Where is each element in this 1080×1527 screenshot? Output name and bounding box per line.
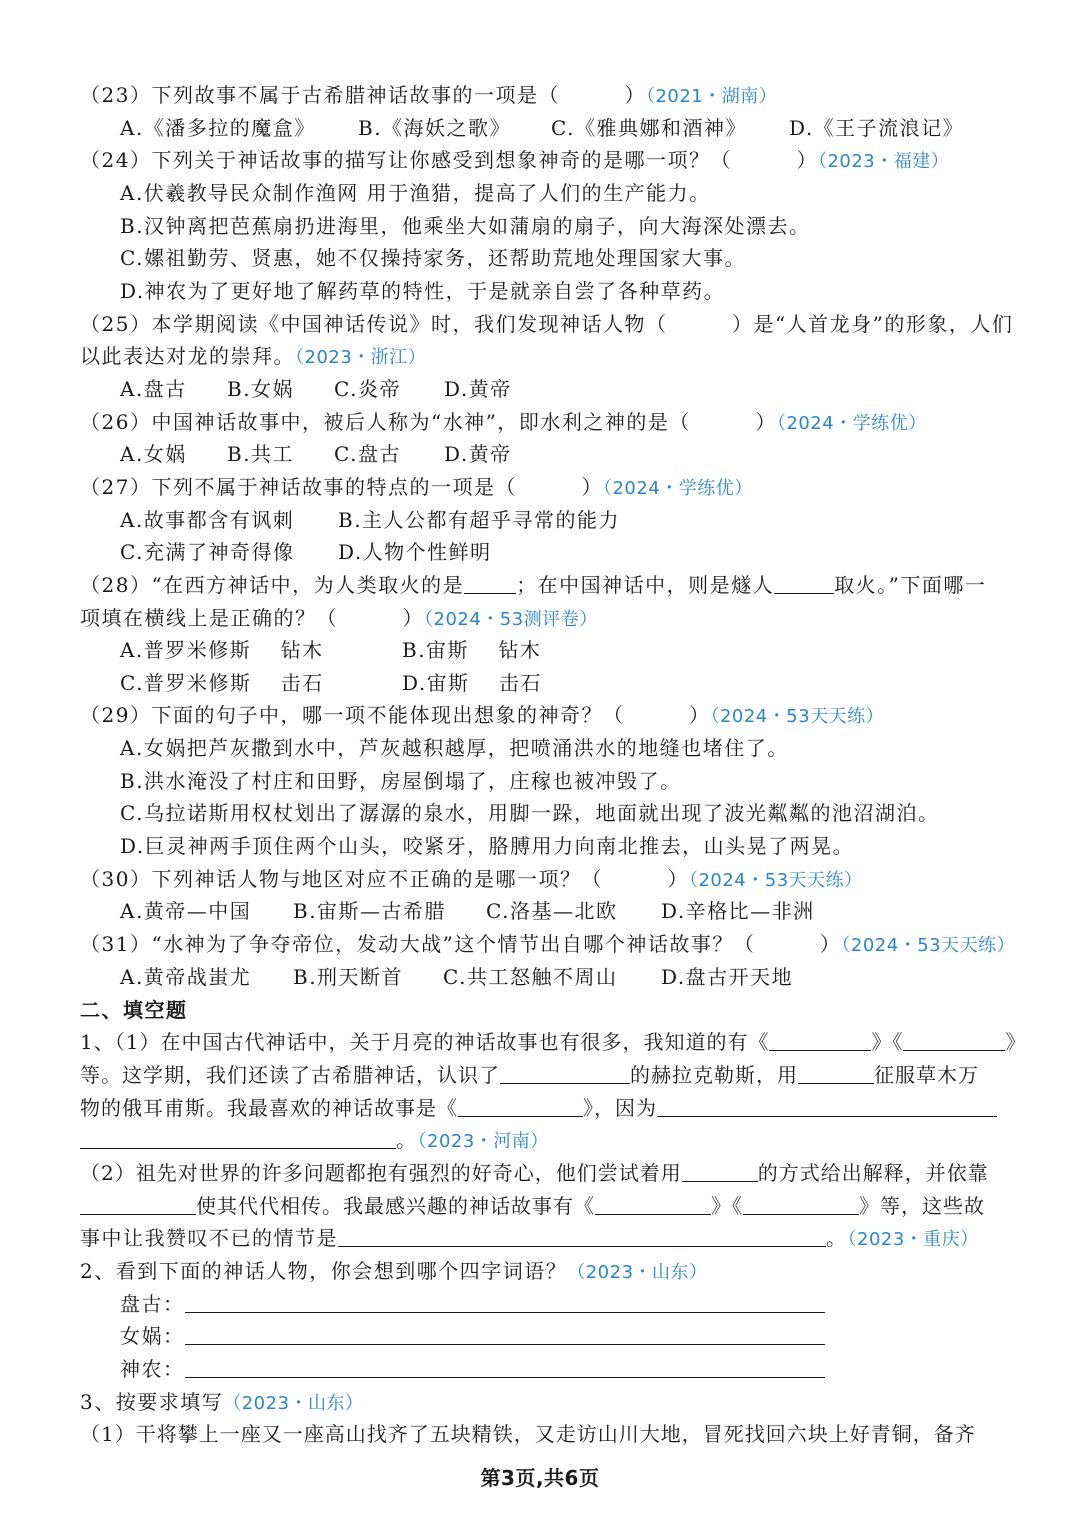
question-25: （25）本学期阅读《中国神话传说》时，我们发现神话人物（ ）是“人首龙身”的形象，人们 — [80, 312, 1014, 336]
fill-2 — [80, 1255, 1005, 1287]
question-text: 》等，这些故 — [859, 1194, 985, 1218]
fill-1-part-2-line-3 — [80, 1222, 1005, 1254]
answer-blank[interactable] — [595, 1192, 711, 1215]
answer-blank[interactable] — [80, 1192, 196, 1215]
source-tag: （2023・重庆） — [847, 1229, 979, 1250]
question-27-options-2 — [120, 536, 1005, 568]
fill-1-part-1-line-2 — [80, 1059, 1005, 1091]
source-tag: （2024・53测评卷） — [424, 609, 598, 630]
question-text: 》《 — [711, 1194, 743, 1218]
question-25-options — [120, 373, 1005, 405]
page-number: 第3页,共6页 — [480, 1466, 600, 1490]
option-b: B.刑天断首 — [293, 965, 404, 989]
question-text: 3、按要求填写 — [80, 1390, 224, 1414]
source-tag: （2024・学练优） — [602, 478, 753, 499]
section-heading: 二、填空题 — [80, 998, 188, 1022]
question-text: （27）下列不属于神话故事的特点的一项是（ ） — [80, 475, 603, 499]
question-text: 》《 — [871, 1030, 904, 1054]
option-d: D.黄帝 — [444, 377, 512, 401]
option-a: A.女娲把芦灰撒到水中，芦灰越积越厚，把喷涌洪水的地缝也堵住了。 — [120, 736, 789, 760]
question-27-options-1 — [120, 504, 1005, 536]
question-24 — [80, 144, 1005, 176]
fill-1-part-1-line-4 — [80, 1124, 1005, 1156]
question-31-options — [120, 961, 1005, 993]
answer-blank[interactable] — [464, 571, 516, 594]
answer-blank[interactable] — [682, 1159, 758, 1182]
fill-3 — [80, 1386, 1005, 1418]
question-29 — [80, 699, 1005, 731]
question-text: （31）“水神为了争夺帝位，发动大战”这个情节出自哪个神话故事？（ ） — [80, 932, 842, 956]
option-d: D.宙斯 击石 — [402, 671, 543, 695]
option-b: B.宙斯 钻木 — [402, 638, 542, 662]
option-c: C.乌拉诺斯用权杖划出了潺潺的泉水，用脚一跺，地面就出现了波光粼粼的池沼湖泊。 — [120, 801, 940, 825]
item-label: 女娲： — [120, 1324, 185, 1348]
option-c: C.炎帝 — [334, 377, 401, 401]
question-30-options — [120, 895, 1005, 927]
fill-2-item-nuwa — [120, 1320, 1005, 1352]
option-a: A.黄帝战蚩尤 — [120, 965, 252, 989]
option-c: C.共工怒触不周山 — [443, 965, 618, 989]
option-d: D.辛格比—非洲 — [661, 899, 815, 923]
question-text: （2）祖先对世界的许多问题都抱有强烈的好奇心，他们尝试着用 — [80, 1161, 682, 1185]
question-text: （28）“在西方神话中，为人类取火的是 — [80, 573, 465, 597]
question-text: 项填在横线上是正确的？（ ） — [80, 606, 424, 630]
source-tag: （2023・福建） — [817, 151, 950, 172]
option-b: B.主人公都有超乎寻常的能力 — [338, 508, 621, 532]
option-c: C.充满了神奇得像 — [120, 540, 295, 564]
option-c: C.盘古 — [334, 442, 401, 466]
option-b: B.宙斯—古希腊 — [293, 899, 447, 923]
source-tag: （2024・53天天练） — [841, 935, 1016, 956]
option-a: A.伏羲教导民众制作渔网 用于渔猎，提高了人们的生产能力。 — [120, 181, 711, 205]
option-d: D.黄帝 — [444, 442, 512, 466]
question-23-options — [120, 112, 1005, 144]
question-text: ；在中国神话中，则是燧人 — [516, 573, 775, 597]
source-tag: （2024・53天天练） — [688, 870, 863, 891]
question-text: 2、看到下面的神话人物，你会想到哪个四字词语？ — [80, 1259, 568, 1283]
option-b: B.洪水淹没了村庄和田野，房屋倒塌了，庄稼也被冲毁了。 — [120, 769, 682, 793]
answer-blank[interactable] — [769, 1028, 871, 1051]
question-text: 以此表达对龙的崇拜。 — [80, 344, 295, 368]
question-text: 的方式给出解释，并依靠 — [757, 1161, 989, 1185]
question-text: 1、（1）在中国古代神话中，关于月亮的神话故事也有很多，我知道的有《 — [80, 1030, 770, 1054]
answer-blank[interactable] — [185, 1290, 825, 1313]
option-a: A.女娲 — [120, 442, 187, 466]
option-c: C.《雅典娜和酒神》 — [551, 116, 747, 140]
question-text: 》，因为 — [583, 1096, 657, 1120]
fill-2-item-shennong — [120, 1353, 1005, 1385]
question-text: 物的俄耳甫斯。我最喜欢的神话故事是《 — [80, 1096, 458, 1120]
answer-blank[interactable] — [80, 1126, 396, 1149]
option-a: A.黄帝—中国 — [120, 899, 252, 923]
answer-blank[interactable] — [185, 1322, 825, 1345]
fill-1-part-1-line-3 — [80, 1092, 1005, 1124]
answer-blank[interactable] — [500, 1061, 630, 1084]
question-text: （26）中国神话故事中，被后人称为“水神”，即水利之神的是（ ） — [80, 410, 777, 434]
option-d: D.《王子流浪记》 — [789, 116, 965, 140]
answer-blank[interactable] — [903, 1028, 1005, 1051]
option-b: B.《海妖之歌》 — [358, 116, 512, 140]
source-tag: （2021・湖南） — [645, 86, 778, 107]
source-tag: （2024・学练优） — [776, 413, 927, 434]
option-d: D.神农为了更好地了解药草的特性，于是就亲自尝了各种草药。 — [120, 279, 726, 303]
answer-blank[interactable] — [657, 1094, 997, 1117]
option-c: C.嫘祖勤劳、贤惠，她不仅操持家务，还帮助荒地处理国家大事。 — [120, 246, 746, 270]
source-tag: （2023・浙江） — [295, 347, 427, 368]
option-c: C.普罗米修斯 击石 — [120, 671, 324, 695]
option-d: D.人物个性鲜明 — [338, 540, 492, 564]
question-26 — [80, 406, 1005, 438]
item-label: 神农： — [120, 1357, 185, 1381]
option-b: B.女娲 — [227, 377, 295, 401]
fill-1-part-2 — [80, 1157, 1005, 1189]
question-28-options-2 — [120, 667, 1005, 699]
question-text: 事中让我赞叹不已的情节是 — [80, 1226, 338, 1250]
answer-blank[interactable] — [185, 1355, 825, 1378]
question-text: 等。这学期，我们还读了古希腊神话，认识了 — [80, 1063, 500, 1087]
question-text: 》 — [1005, 1030, 1027, 1054]
option-b: B.汉钟离把芭蕉扇扔进海里，他乘坐大如蒲扇的扇子，向大海深处漂去。 — [120, 214, 811, 238]
question-text: （23）下列故事不属于古希腊神话故事的一项是（ ） — [80, 83, 646, 107]
question-text: （30）下列神话人物与地区对应不正确的是哪一项？（ ） — [80, 867, 689, 891]
question-31 — [80, 928, 1016, 960]
source-tag: （2024・53天天练） — [710, 706, 885, 727]
fill-1-part-2-line-2 — [80, 1190, 1005, 1222]
source-tag: （2023・河南） — [417, 1131, 549, 1152]
fill-1-part-1 — [80, 1026, 1027, 1058]
question-23 — [80, 79, 1005, 111]
question-28-options-1 — [120, 634, 1005, 666]
option-b: B.共工 — [227, 442, 295, 466]
question-text: 。 — [396, 1128, 418, 1152]
source-tag: （2023・山东） — [223, 1393, 364, 1414]
question-30 — [80, 863, 1005, 895]
option-a: A.《潘多拉的魔盒》 — [120, 116, 316, 140]
option-a: A.故事都含有讽刺 — [120, 508, 295, 532]
option-d: D.巨灵神两手顶住两个山头，咬紧牙，胳膊用力向南北推去，山头晃了两晃。 — [120, 834, 855, 858]
question-28-cont — [80, 602, 1005, 634]
question-text: 使其代代相传。我最感兴趣的神话故事有《 — [196, 1194, 595, 1218]
option-d: D.盘古开天地 — [661, 965, 794, 989]
question-text: 征服草木万 — [874, 1063, 979, 1087]
question-text: 的赫拉克勒斯，用 — [630, 1063, 798, 1087]
question-text: （24）下列关于神话故事的描写让你感受到想象神奇的是哪一项？（ ） — [80, 148, 818, 172]
question-26-options — [120, 438, 1005, 470]
fill-3-sub-1: （1）干将攀上一座又一座高山找齐了五块精铁，又走访山川大地，冒死找回六块上好青铜，备齐 — [80, 1422, 976, 1446]
item-label: 盘古： — [120, 1292, 185, 1316]
question-27 — [80, 471, 1005, 503]
option-a: A.盘古 — [120, 377, 187, 401]
question-25-cont — [80, 340, 1005, 372]
answer-blank[interactable] — [774, 571, 834, 594]
option-a: A.普罗米修斯 钻木 — [120, 638, 324, 662]
question-text: 取火。”下面哪一 — [834, 573, 987, 597]
question-28 — [80, 569, 1005, 601]
answer-blank[interactable] — [458, 1094, 583, 1117]
question-text: （29）下面的句子中，哪一项不能体现出想象的神奇？（ ） — [80, 703, 711, 727]
answer-blank[interactable] — [798, 1061, 874, 1084]
fill-2-item-pangu — [120, 1288, 1005, 1320]
option-c: C.洛基—北欧 — [486, 899, 618, 923]
question-text: 。 — [826, 1226, 848, 1250]
source-tag: （2023・山东） — [567, 1262, 708, 1283]
answer-blank[interactable] — [743, 1192, 859, 1215]
answer-blank[interactable] — [338, 1224, 826, 1247]
